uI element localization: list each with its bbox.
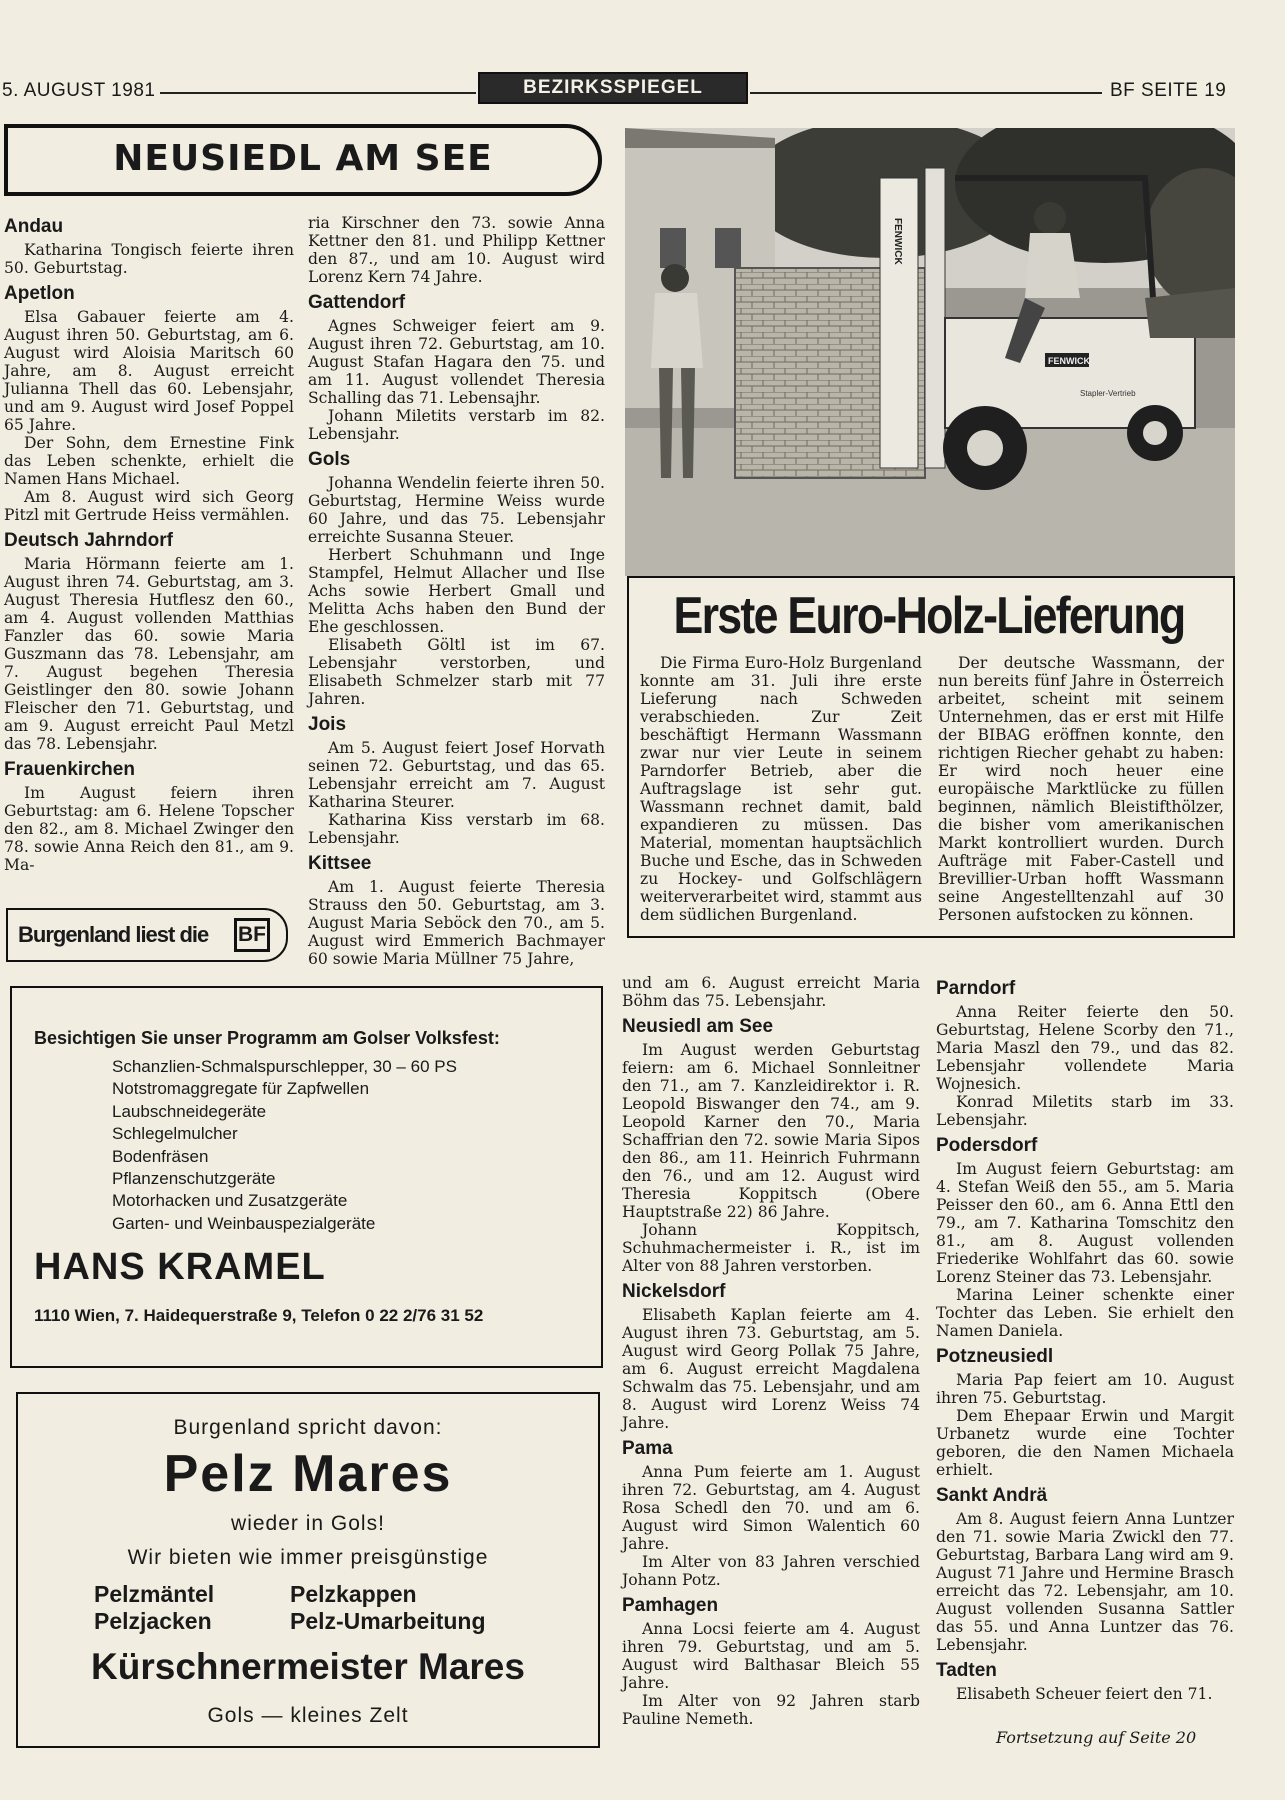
place-heading: Jois — [308, 714, 347, 735]
section-title: NEUSIEDL AM SEE — [113, 138, 493, 179]
ad-pelz-product-4: Pelz-Umarbeitung — [290, 1608, 486, 1634]
news-paragraph: Elisabeth Kaplan feierte am 4. August ihren 73. Geburtstag, am 5. August wird Georg Pollak 75 Jahre, am 6. August erreicht Magdalena Schwalm das 75. Lebensjahr, und am 8. August wird Lorenz Weiss 74 Jahre. — [622, 1306, 920, 1432]
place-heading: Frauenkirchen — [4, 759, 135, 780]
ad-kramel-item: Motorhacken und Zusatzgeräte — [112, 1191, 348, 1211]
promo-text: Burgenland liest die — [18, 922, 209, 947]
place-heading: Podersdorf — [936, 1135, 1038, 1156]
ad-pelz-sub: wieder in Gols! — [231, 1512, 385, 1535]
ad-kramel-item: Garten- und Weinbauspezialgeräte — [112, 1213, 376, 1233]
ad-kramel-item: Bodenfräsen — [112, 1146, 209, 1166]
bf-logo: BF — [234, 918, 270, 952]
ad-pelz-product-3: Pelzjacken — [94, 1608, 212, 1634]
news-paragraph: Am 8. August wird sich Georg Pitzl mit Gertrude Heiss vermählen. — [4, 488, 294, 524]
ad-pelz-master: Kürschnermeister Mares — [91, 1646, 525, 1687]
place-heading: Pama — [622, 1438, 673, 1459]
place-heading: Neusiedl am See — [622, 1016, 774, 1037]
article-column-b: Der deutsche Wassmann, der nun bereits fünf Jahre in Österreich arbeitet, scheint mit seinem Unternehmen, das er erst mit Hilfe der BIBAG eröffnen konnte, den richtigen Riecher gehabt zu haben: Er wird noch heuer eine europäische Marktlücke zu füllen beginnen, nämlich Bleistifthölzer, die bisher vom amerikanischen Markt kontrolliert wurden. Durch Aufträge mit Faber-Castell und Brevillier-Urban hofft Wassmann seine Angestelltenzahl auf 30 Personen aufstocken zu können. — [938, 654, 1224, 924]
news-paragraph: Konrad Miletits starb im 33. Lebensjahr. — [936, 1093, 1234, 1129]
column-2 — [308, 214, 605, 968]
news-paragraph: Elisabeth Scheuer feiert den 71. — [956, 1685, 1213, 1703]
place-heading: Nickelsdorf — [622, 1281, 726, 1302]
ad-kramel-item: Schlegelmulcher — [112, 1124, 238, 1144]
news-paragraph: Katharina Tongisch feierte ihren 50. Geburtstag. — [4, 241, 294, 277]
place-heading: Tadten — [936, 1660, 997, 1681]
news-paragraph: Im August feiern ihren Geburtstag: am 6. Helene Topscher den 82., am 8. Michael Zwinger den 78. sowie Anna Reich den 81., am 9. Ma- — [4, 784, 294, 874]
article-column-a: Die Firma Euro-Holz Burgenland konnte am 31. Juli ihre erste Lieferung nach Schweden verabschieden. Zur Zeit beschäftigt Hermann Wassmann zwar nur vier Leute in seinem Parndorfer Betrieb, aber die Auftragslage ist sehr gut. Wassmann rechnet damit, bald expandieren zu müssen. Das Material, momentan hauptsächlich Buche und Esche, das in Schweden zu Hockey- und Golfschlägern weiterverarbeitet wird, stammt aus dem südlichen Burgenland. — [640, 654, 922, 924]
mast-brand: FENWICK — [892, 218, 903, 265]
news-paragraph: ria Kirschner den 73. sowie Anna Kettner den 81. und Philipp Kettner den 87., und am 10. August wird Lorenz Kern 74 Jahre. — [308, 214, 605, 286]
ad-kramel-item: Notstromaggregate für Zapfwellen — [112, 1079, 370, 1099]
place-heading: Potzneusiedl — [936, 1346, 1054, 1367]
place-heading: Parndorf — [936, 978, 1016, 999]
news-paragraph: Im Alter von 83 Jahren verschied Johann Potz. — [622, 1553, 920, 1589]
place-heading: Gattendorf — [308, 292, 406, 313]
news-paragraph: Agnes Schweiger feiert am 9. August ihren 72. Geburtstag, am 10. August Stafan Hagara den 75. und am 11. August vollendet Theresia Schalling das 71. Lebensajhr. — [308, 317, 605, 407]
ad-pelz-product-1: Pelzmäntel — [94, 1581, 215, 1607]
place-heading: Apetlon — [4, 283, 75, 304]
news-paragraph: Der Sohn, dem Ernestine Fink das Leben schenkte, erhielt die Namen Hans Michael. — [4, 434, 294, 488]
ad-kramel-item: Laubschneidegeräte — [112, 1101, 267, 1121]
column-3 — [622, 974, 920, 1728]
ad-kramel — [10, 986, 603, 1368]
ad-kramel-title: Besichtigen Sie unser Programm am Golser Volksfest: — [34, 1028, 500, 1048]
news-paragraph: Herbert Schuhmann und Inge Stampfel, Helmut Allacher und Ilse Achs sowie Herbert Gmall und Melitta Achs haben den Bund der Ehe geschlossen. — [308, 546, 605, 636]
ad-pelz-mares — [16, 1392, 600, 1748]
place-heading: Deutsch Jahrndorf — [4, 530, 173, 551]
ad-kramel-item: Schanzlien-Schmalspurschlepper, 30 – 60 PS — [112, 1057, 457, 1076]
continuation-note: Fortsetzung auf Seite 20 — [996, 1728, 1197, 1747]
news-paragraph: Anna Pum feierte am 1. August ihren 72. Geburtstag, am 4. August Rosa Schedl den 70. und am 6. August wird Simon Walentich 60 Jahre. — [622, 1463, 920, 1553]
news-paragraph: Elsa Gabauer feierte am 4. August ihren 50. Geburtstag, am 6. August wird Aloisia Maritsch 60 Jahre, am 8. August erreicht Julianna Thell das 60. Lebensjahr, und am 9. August wird Josef Poppel 65 Jahre. — [4, 308, 294, 434]
ad-kramel-address: 1110 Wien, 7. Haidequerstraße 9, Telefon 0 22 2/76 31 52 — [34, 1306, 484, 1325]
section-label-text: BEZIRKSSPIEGEL — [523, 77, 703, 98]
forklift-dealer: Stapler-Vertrieb — [1080, 389, 1136, 398]
news-paragraph: Am 1. August feierte Theresia Strauss den 50. Geburtstag, am 3. August Maria Seböck den 70., am 5. August wird Emmerich Bachmayer 60 sowie Maria Müllner 75 Jahre, — [308, 878, 605, 968]
news-paragraph: Maria Pap feiert am 10. August ihren 75. Geburtstag. — [936, 1371, 1234, 1407]
header-rule-left — [160, 92, 476, 94]
ad-kramel-company: HANS KRAMEL — [34, 1246, 326, 1288]
page-number: BF SEITE 19 — [1110, 80, 1227, 101]
news-paragraph: Johann Miletits verstarb im 82. Lebensjahr. — [308, 407, 605, 443]
news-paragraph: Im Alter von 92 Jahren starb Pauline Nemeth. — [622, 1692, 920, 1728]
news-paragraph: Im August feiern Geburtstag: am 4. Stefan Weiß den 55., am 5. Maria Peisser den 60., am 6. Anna Ettl den 79., am 7. Katharina Tomschitz den 81., am 8. August vollenden Friederike Wohlfahrt das 60. sowie Lorenz Steiner das 73. Lebensjahr. — [936, 1160, 1234, 1286]
header-rule-right — [750, 92, 1102, 94]
news-paragraph: Katharina Kiss verstarb im 68. Lebensjahr. — [308, 811, 605, 847]
place-heading: Kittsee — [308, 853, 372, 874]
ad-pelz-tagline: Burgenland spricht davon: — [173, 1416, 443, 1439]
news-paragraph: Dem Ehepaar Erwin und Margit Urbanetz wurde eine Tochter geboren, die den Namen Michaela erhielt. — [936, 1407, 1234, 1479]
place-heading: Gols — [308, 449, 351, 470]
news-paragraph: Im August werden Geburtstag feiern: am 6. Michael Sonnleitner den 71., am 7. Kanzleidirektor i. R. Leopold Biswanger den 74., am 9. Leopold Karner den 70., Maria Schaffrian den 72. sowie Maria Sipos den 86., am 11. Heinrich Fuhrmann den 76., und am 12. August wird Theresia Koppitsch (Obere Hauptstraße 22) 86 Jahre. — [622, 1041, 920, 1221]
news-paragraph: Maria Hörmann feierte am 1. August ihren 74. Geburtstag, am 3. August Theresia Hutflesz den 60., am 4. August vollenden Matthias Fanzler das 60. sowie Maria Guszmann das 78. Lebensjahr, am 7. August begehen Theresia Geistlinger den 80. sowie Johann Fleischer den 71. Geburtstag, und am 9. August erreicht Paul Metzl das 78. Lebensjahr. — [4, 555, 294, 753]
ad-pelz-product-2: Pelzkappen — [290, 1581, 417, 1607]
news-paragraph: und am 6. August erreicht Maria Böhm das 75. Lebensjahr. — [622, 974, 920, 1010]
section-title-box — [4, 124, 602, 196]
article-headline: Erste Euro-Holz-Lieferung — [673, 587, 1185, 645]
news-paragraph: Johann Koppitsch, Schuhmachermeister i. R., ist im Alter von 88 Jahren verstorben. — [622, 1221, 920, 1275]
news-paragraph: Marina Leiner schenkte einer Tochter das Leben. Sie erhielt den Namen Daniela. — [936, 1286, 1234, 1340]
section-label — [478, 72, 748, 104]
news-paragraph: Anna Locsi feierte am 4. August ihren 79. Geburtstag, und am 5. August wird Balthasar Bleich 55 Jahre. — [622, 1620, 920, 1692]
ad-pelz-offer: Wir bieten wie immer preisgünstige — [127, 1546, 489, 1569]
forklift-photo — [625, 128, 1235, 576]
issue-date: 5. AUGUST 1981 — [2, 80, 156, 101]
column-1 — [4, 210, 294, 874]
ad-pelz-name: Pelz Mares — [163, 1445, 453, 1503]
news-paragraph: Johanna Wendelin feierte ihren 50. Geburtstag, Hermine Weiss wurde 60 Jahre, und das 75. Lebensjahr erreichte Susanna Steuer. — [308, 474, 605, 546]
place-heading: Sankt Andrä — [936, 1485, 1048, 1506]
news-paragraph: Anna Reiter feierte den 50. Geburtstag, Helene Scorby den 71., Maria Maszl den 79., und das 82. Lebensjahr vollendete Maria Wojnesich. — [936, 1003, 1234, 1093]
promo-box — [6, 908, 288, 962]
place-heading: Andau — [4, 216, 64, 237]
ad-kramel-list — [112, 1056, 457, 1235]
column-4 — [936, 972, 1234, 1703]
news-paragraph: Am 8. August feiern Anna Luntzer den 71. sowie Maria Zwickl den 77. Geburtstag, Barbara Lang wird am 9. August 71 Jahre und Hermine Brasch erreicht das 72. Lebensjahr, am 10. August vollenden Susanna Sattler das 55. und Anna Luntzer das 76. Lebensjahr. — [936, 1510, 1234, 1654]
ad-pelz-location: Gols — kleines Zelt — [207, 1704, 409, 1727]
ad-kramel-item: Pflanzenschutzgeräte — [112, 1169, 276, 1189]
news-paragraph: Am 5. August feiert Josef Horvath seinen 72. Geburtstag, und das 65. Lebensjahr erreicht am 7. August Katharina Steurer. — [308, 739, 605, 811]
place-heading: Pamhagen — [622, 1595, 719, 1616]
forklift-photo-illustration — [625, 128, 1235, 576]
forklift-brand: FENWICK — [1048, 356, 1090, 366]
news-paragraph: Elisabeth Göltl ist im 67. Lebensjahr verstorben, und Elisabeth Schmelzer starb mit 77 Jahren. — [308, 636, 605, 708]
